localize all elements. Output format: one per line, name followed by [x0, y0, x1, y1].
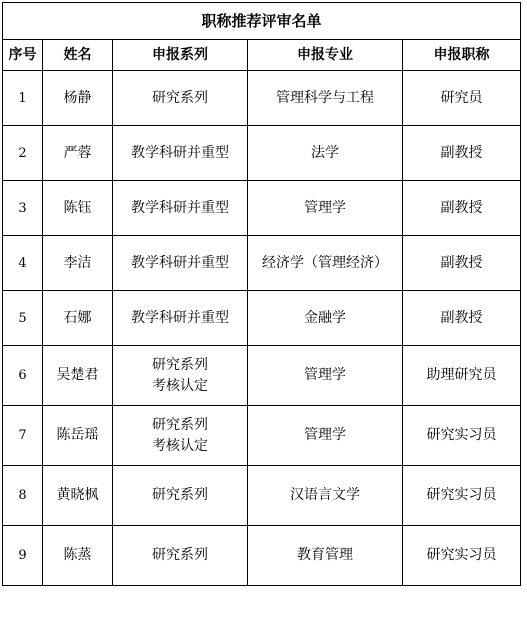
cell-no: 2: [3, 126, 43, 181]
table-row: [3, 126, 521, 181]
table-row: [3, 291, 521, 346]
header-row: [3, 40, 521, 71]
cell-name: 严蓉: [43, 126, 113, 181]
cell-series: [113, 291, 248, 346]
cell-name: 陈蒸: [43, 526, 113, 586]
cell-name: 陈岳瑶: [43, 406, 113, 466]
cell-series: [113, 466, 248, 526]
series-line: 考核认定: [152, 377, 208, 394]
series-line: 教学科研并重型: [131, 199, 229, 216]
cell-series: [113, 526, 248, 586]
header-cell-no: 序号: [3, 40, 43, 71]
table-row: [3, 346, 521, 406]
series-line: 研究系列: [152, 356, 208, 373]
cell-series: [113, 126, 248, 181]
cell-series: [113, 346, 248, 406]
cell-name: 石娜: [43, 291, 113, 346]
cell-title: 副教授: [403, 236, 521, 291]
series-line: 教学科研并重型: [131, 144, 229, 161]
series-line: 教学科研并重型: [131, 254, 229, 271]
cell-series: [113, 406, 248, 466]
cell-major: 教育管理: [248, 526, 403, 586]
cell-major: 经济学（管理经济）: [248, 236, 403, 291]
series-line: 研究系列: [152, 89, 208, 106]
cell-title: 副教授: [403, 126, 521, 181]
header-cell-series: 申报系列: [113, 40, 248, 71]
table-row: [3, 466, 521, 526]
cell-major: 管理学: [248, 406, 403, 466]
cell-no: 5: [3, 291, 43, 346]
series-line: 研究系列: [152, 416, 208, 433]
cell-title: 研究实习员: [403, 466, 521, 526]
header-cell-name: 姓名: [43, 40, 113, 71]
table-row: [3, 71, 521, 126]
cell-major: 管理学: [248, 181, 403, 236]
header-cell-title: 申报职称: [403, 40, 521, 71]
series-line: 研究系列: [152, 487, 208, 503]
cell-no: 1: [3, 71, 43, 126]
cell-major: 汉语言文学: [248, 466, 403, 526]
cell-title: 助理研究员: [403, 346, 521, 406]
cell-no: 8: [3, 466, 43, 526]
nomination-table: [2, 2, 521, 586]
series-line: 教学科研并重型: [131, 309, 229, 326]
cell-title: 研究实习员: [403, 526, 521, 586]
cell-no: 6: [3, 346, 43, 406]
nomination-table-container: [2, 2, 521, 586]
cell-no: 9: [3, 526, 43, 586]
cell-series: [113, 181, 248, 236]
cell-major: 法学: [248, 126, 403, 181]
cell-major: 管理学: [248, 346, 403, 406]
header-cell-major: 申报专业: [248, 40, 403, 71]
table-row: [3, 181, 521, 236]
cell-name: 黄晓枫: [43, 466, 113, 526]
cell-title: 研究员: [403, 71, 521, 126]
cell-name: 吴楚君: [43, 346, 113, 406]
series-line: 考核认定: [152, 437, 208, 454]
cell-series: [113, 236, 248, 291]
cell-no: 4: [3, 236, 43, 291]
cell-series: [113, 71, 248, 126]
series-line: 研究系列: [152, 547, 208, 563]
cell-title: 副教授: [403, 291, 521, 346]
cell-name: 李洁: [43, 236, 113, 291]
cell-no: 3: [3, 181, 43, 236]
cell-name: 陈钰: [43, 181, 113, 236]
cell-major: 金融学: [248, 291, 403, 346]
table-row: [3, 406, 521, 466]
table-row: [3, 236, 521, 291]
cell-name: 杨静: [43, 71, 113, 126]
table-title: 职称推荐评审名单: [3, 3, 521, 40]
cell-no: 7: [3, 406, 43, 466]
cell-title: 研究实习员: [403, 406, 521, 466]
cell-major: 管理科学与工程: [248, 71, 403, 126]
table-row: [3, 526, 521, 586]
cell-title: 副教授: [403, 181, 521, 236]
